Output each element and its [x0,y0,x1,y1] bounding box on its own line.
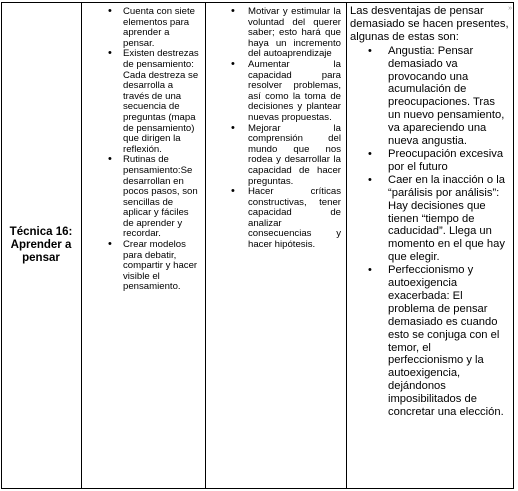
disadvantages-list [346,45,513,419]
title-cell [1,2,81,489]
list-item: • Perfeccionismo y autoexigencia exacerbada: El problema de pensar demasiado es cuando esto se conjuga con el temor, el perfeccionismo y la autoexigencia, dejándonos imposibilitados de concretar una elección. [346,264,513,419]
list-item: • Angustia: Pensar demasiado va provocando una acumulación de preocupaciones. Tras un nuevo pensamiento, va apareciendo una nueva angustia. [346,45,513,148]
technique-title: Técnica 16: Aprender a pensar [9,226,73,264]
elements-list [81,2,205,293]
list-item: • Motivar y estimular la voluntad del querer saber; esto hará que haya un incremento del autoaprendizaje [205,7,341,60]
list-item: • Crear modelos para debatir, compartir y hacer visible el pensamiento. [81,240,201,293]
list-item: • Rutinas de pensamiento:Se desarrollan en pocos pasos, son sencillas de aplicar y fáciles de aprender y recordar. [81,155,201,240]
list-item: • Cuenta con siete elementos para aprender a pensar. [81,7,201,49]
disadvantages-cell [346,2,513,419]
list-item: • Hacer críticas constructivas, tener capacidad de analizar consecuencias y hacer hipótesis. [205,187,341,251]
benefits-list [205,2,346,251]
disadvantages-intro: Las desventajas de pensar demasiado se hacen presentes, algunas de estas son: [350,5,509,43]
elements-cell [81,2,205,293]
list-item: • Existen destrezas de pensamiento: Cada destreza se desarrolla a través de una secuencia de preguntas (mapa de pensamiento) que dirigen la reflexión. [81,49,201,155]
list-item: • Caer en la inacción o la “parálisis por análisis”: Hay decisiones que tienen “tiempo de caducidad”. Llega un momento en el que hay que elegir. [346,174,513,264]
corner-marker-icon: » [508,5,512,12]
table-content [1,2,513,489]
list-item: • Mejorar la comprensión del mundo que nos rodea y desarrollar la capacidad de hacer preguntas. [205,124,341,188]
benefits-cell [205,2,346,251]
list-item: • Aumentar la capacidad para resolver problemas, así como la toma de decisiones y plantear nuevas propuestas. [205,60,341,124]
list-item: • Preocupación excesiva por el futuro [346,148,513,174]
